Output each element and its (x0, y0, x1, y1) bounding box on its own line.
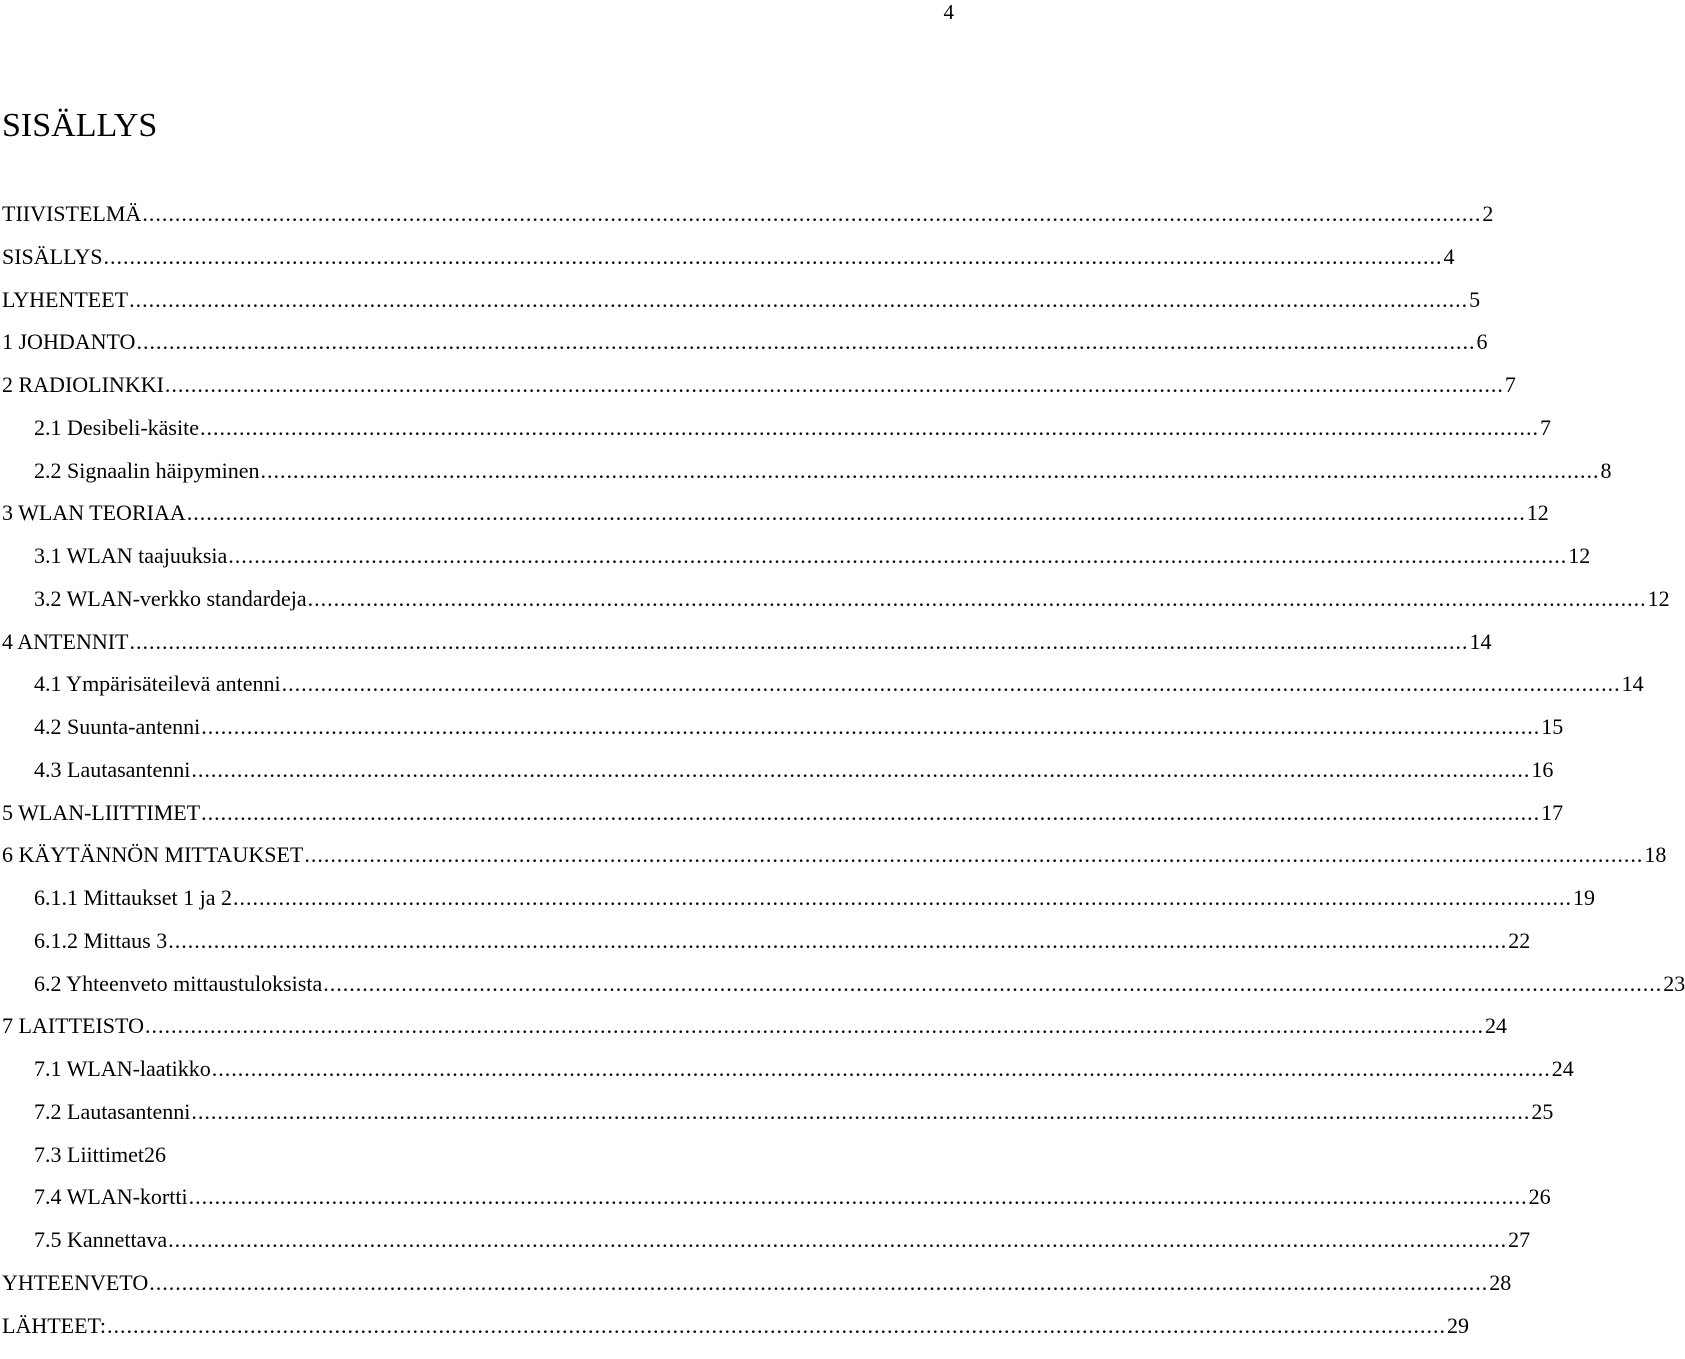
toc-entry-label: 4.3 Lautasantenni (34, 756, 191, 782)
toc-leader-dots: .............................................................................................................................................................................................................. (201, 799, 1541, 825)
toc-entry[interactable] (34, 1140, 960, 1170)
toc-entry[interactable] (34, 969, 1685, 999)
toc-leader-dots: .............................................................................................................................................................................................................. (188, 1184, 1528, 1210)
toc-entry[interactable] (34, 584, 1670, 614)
toc-entry-label: 3 WLAN TEORIAA (2, 500, 186, 526)
toc-entry-label: 3.1 WLAN taajuuksia (34, 543, 228, 568)
toc-entry[interactable] (34, 755, 1554, 785)
toc-leader-dots: .............................................................................................................................................................................................................. (304, 842, 1644, 868)
toc-entry-label: 3.2 WLAN-verkko standardeja (34, 585, 307, 611)
toc-leader-dots: .............................................................................................................................................................................................................. (228, 543, 1568, 568)
toc-entry-label: 7.5 Kannettava (34, 1227, 168, 1252)
toc-leader-dots: .............................................................................................................................................................................................................. (129, 628, 1469, 654)
toc-entry-page-number: 14 (1469, 628, 1492, 654)
toc-leader-dots: .............................................................................................................................................................................................................. (323, 970, 1663, 996)
toc-entry-label: LÄHTEET: (2, 1312, 106, 1338)
toc-entry-label: 6 KÄYTÄNNÖN MITTAUKSET (2, 842, 304, 868)
toc-entry[interactable] (2, 242, 1455, 272)
toc-leader-dots: .............................................................................................................................................................................................................. (142, 201, 1482, 226)
toc-entry-page-number: 29 (1446, 1312, 1469, 1338)
toc-leader-dots: .............................................................................................................................................................................................................. (136, 329, 1476, 355)
toc-leader-dots: .............................................................................................................................................................................................................. (144, 1013, 1484, 1039)
toc-leader-dots: .............................................................................................................................................................................................................. (260, 457, 1600, 483)
toc-entry-page-number: 22 (1508, 927, 1531, 953)
toc-entry[interactable] (2, 627, 1492, 657)
toc-leader-dots: .............................................................................................................................................................................................................. (106, 1312, 1446, 1338)
toc-leader-dots: .............................................................................................................................................................................................................. (232, 885, 1572, 910)
toc-entry-page-number: 28 (1489, 1269, 1512, 1295)
toc-entry-page-number: 23 (1663, 970, 1685, 996)
toc-entry-label: 2.2 Signaalin häipyminen (34, 457, 260, 483)
toc-leader-dots: .............................................................................................................................................................................................................. (168, 1227, 1508, 1252)
toc-entry[interactable] (2, 285, 1481, 315)
toc-entry[interactable] (2, 1268, 1512, 1298)
toc-entry-label: 5 WLAN-LIITTIMET (2, 799, 201, 825)
toc-entry[interactable] (34, 669, 1644, 699)
toc-entry-page-number: 19 (1572, 885, 1595, 910)
toc-entry-page-number: 26 (1528, 1184, 1551, 1210)
toc-leader-dots: .............................................................................................................................................................................................................. (211, 1056, 1551, 1081)
toc-entry-label: YHTEENVETO (2, 1269, 149, 1295)
toc-entry-page-number: 27 (1508, 1227, 1531, 1252)
toc-entry-label: 6.2 Yhteenveto mittaustuloksista (34, 970, 323, 996)
toc-entry[interactable] (34, 883, 1595, 913)
toc-entry-page-number: 25 (1531, 1098, 1554, 1124)
toc-entry[interactable] (34, 926, 1531, 956)
toc-entry[interactable] (2, 498, 1549, 528)
toc-entry-label: 1 JOHDANTO (2, 329, 136, 355)
toc-entry-label: 2.1 Desibeli-käsite (34, 414, 199, 440)
toc-entry-label: 6.1.1 Mittaukset 1 ja 2 (34, 885, 232, 910)
toc-leader-dots: .............................................................................................................................................................................................................. (281, 671, 1621, 697)
toc-entry-page-number: 7 (1539, 414, 1551, 440)
toc-entry-page-number: 5 (1469, 286, 1481, 312)
toc-leader-dots: .............................................................................................................................................................................................................. (201, 714, 1541, 739)
toc-leader-dots: .............................................................................................................................................................................................................. (103, 243, 1443, 269)
toc-entry-label: 7.1 WLAN-laatikko (34, 1056, 211, 1081)
page-number: 4 (943, 0, 954, 24)
toc-entry-label: 2 RADIOLINKKI (2, 372, 164, 397)
toc-entry-label: TIIVISTELMÄ (2, 201, 142, 226)
toc-entry-label: LYHENTEET (2, 286, 129, 312)
toc-leader-dots: .............................................................................................................................................................................................................. (199, 414, 1539, 440)
toc-entry[interactable] (2, 1011, 1507, 1041)
toc-entry-page-number: 17 (1541, 799, 1564, 825)
toc-entry[interactable] (2, 798, 1564, 828)
toc-entry[interactable] (34, 413, 1551, 443)
toc-entry-page-number: 12 (1647, 585, 1670, 611)
toc-entry-page-number: 18 (1644, 842, 1667, 868)
toc-leader-dots: .............................................................................................................................................................................................................. (149, 1269, 1489, 1295)
toc-entry-label: 4 ANTENNIT (2, 628, 129, 654)
toc-entry[interactable] (2, 1311, 1469, 1341)
toc-entry[interactable] (2, 370, 1516, 400)
toc-entry-page-number: 4 (1443, 243, 1455, 269)
page-title: SISÄLLYS (2, 107, 158, 144)
toc-entry[interactable] (34, 1225, 1531, 1255)
toc-entry-page-number: 8 (1600, 457, 1612, 483)
toc-entry-page-number: 2 (1482, 201, 1494, 226)
toc-leader-dots: .............................................................................................................................................................................................................. (191, 1098, 1531, 1124)
toc-entry[interactable] (34, 1182, 1551, 1212)
toc-entry-page-number: 15 (1541, 714, 1564, 739)
toc-entry-page-number: 7 (1504, 372, 1516, 397)
toc-entry-label: 4.2 Suunta-antenni (34, 714, 201, 739)
toc-entry-label: 4.1 Ympärisäteilevä antenni (34, 671, 281, 697)
toc-entry-page-number: 12 (1526, 500, 1549, 526)
toc-entry[interactable] (34, 541, 1591, 571)
toc-leader-dots: .............................................................................................................................................................................................................. (191, 756, 1531, 782)
toc-leader-dots: .............................................................................................................................................................................................................. (129, 286, 1469, 312)
toc-leader-dots: .............................................................................................................................................................................................................. (307, 585, 1647, 611)
toc-entry-page-number: 16 (1531, 756, 1554, 782)
toc-entry-page-number: 6 (1476, 329, 1488, 355)
toc-entry[interactable] (2, 840, 1667, 870)
toc-entry[interactable] (34, 1054, 1574, 1084)
toc-entry-label: 6.1.2 Mittaus 3 (34, 927, 168, 953)
toc-leader-dots: .............................................................................................................................................................................................................. (168, 927, 1508, 953)
toc-leader-dots: .............................................................................................................................................................................................................. (186, 500, 1526, 526)
toc-entry[interactable] (34, 712, 1564, 742)
toc-entry-page-number: 14 (1621, 671, 1644, 697)
toc-entry[interactable] (34, 456, 1612, 486)
toc-entry-label: SISÄLLYS (2, 243, 103, 269)
toc-entry[interactable] (34, 1097, 1554, 1127)
toc-entry-label: 7 LAITTEISTO (2, 1013, 144, 1039)
toc-entry-label: 7.4 WLAN-kortti (34, 1184, 188, 1210)
toc-entry-page-number: 12 (1568, 543, 1591, 568)
toc-entry-page-number: 24 (1484, 1013, 1507, 1039)
toc-entry-page-number: 24 (1551, 1056, 1574, 1081)
toc-entry-label: 7.2 Lautasantenni (34, 1098, 191, 1124)
toc-entry[interactable] (2, 327, 1488, 357)
toc-entry-label: 7.3 Liittimet26 (34, 1141, 166, 1167)
toc-leader-dots: .............................................................................................................................................................................................................. (164, 372, 1504, 397)
toc-entry[interactable] (2, 199, 1494, 229)
